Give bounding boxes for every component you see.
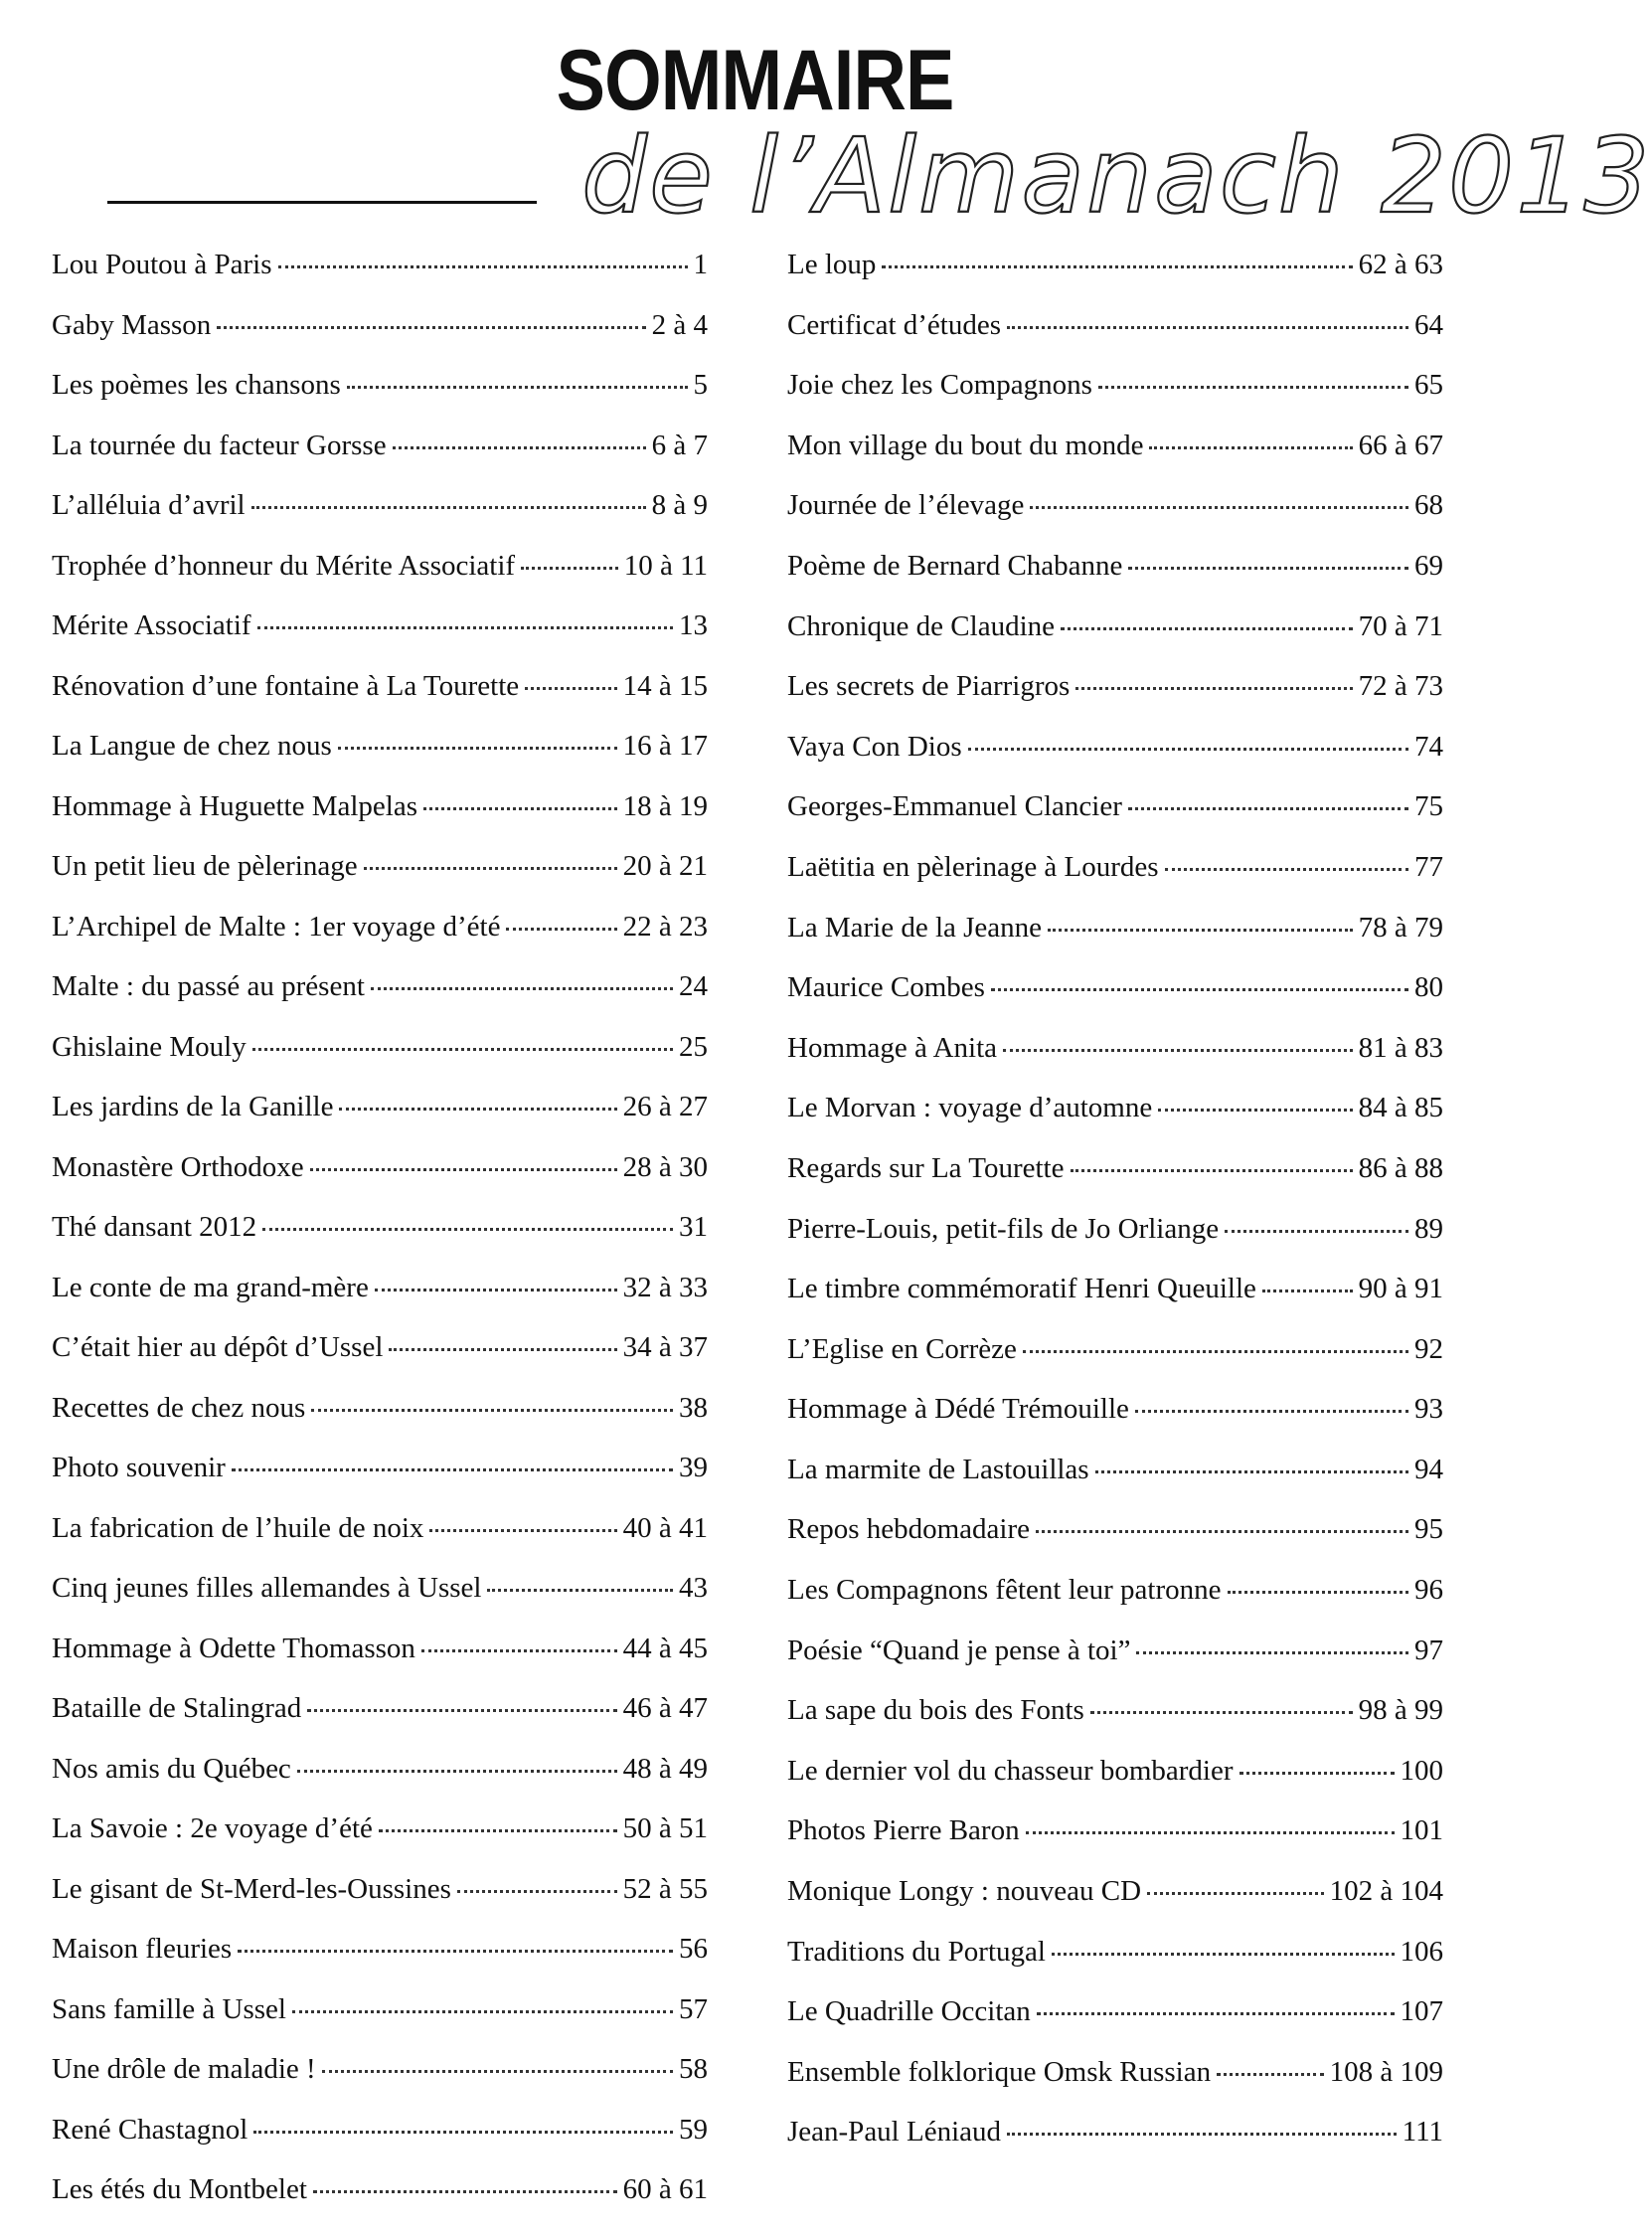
toc-entry-pages: 78 à 79: [1358, 911, 1443, 944]
dot-leader: [238, 1950, 673, 1953]
toc-entry: [52, 1511, 708, 1575]
dot-leader: [429, 1529, 616, 1532]
dot-leader: [292, 2010, 673, 2013]
toc-entry: [52, 1213, 708, 1274]
toc-entry: [787, 1395, 1443, 1456]
toc-entry-title: Le Quadrille Occitan: [787, 1995, 1031, 2028]
toc-entry-title: L’alléluia d’avril: [52, 489, 246, 521]
toc-entry: [787, 491, 1443, 552]
toc-entry-title: Une drôle de maladie !: [52, 2053, 316, 2085]
toc-entry-title: Vaya Con Dios: [787, 730, 962, 763]
toc-entry-title: Joie chez les Compagnons: [787, 369, 1092, 402]
toc-entry: [787, 308, 1443, 372]
toc-entry: [787, 1997, 1443, 2058]
dot-leader: [1262, 1290, 1353, 1292]
toc-entry-pages: 43: [679, 1572, 708, 1604]
dot-leader: [1158, 1109, 1352, 1112]
toc-entry-title: Le dernier vol du chasseur bombardier: [787, 1754, 1234, 1787]
dot-leader: [1071, 1169, 1353, 1172]
toc-entry-title: Pierre-Louis, petit-fils de Jo Orliange: [787, 1212, 1220, 1245]
toc-entry-pages: 93: [1414, 1393, 1443, 1426]
toc-entry-pages: 58: [679, 2053, 708, 2085]
toc-entry-title: Georges-Emmanuel Clancier: [787, 790, 1122, 823]
toc-entry-pages: 108 à 109: [1329, 2055, 1443, 2088]
toc-entry: [52, 910, 708, 973]
toc-entry: [52, 2055, 708, 2116]
toc-entry-title: Jean-Paul Léniaud: [787, 2116, 1002, 2149]
toc-entry: [787, 911, 1443, 974]
toc-entry: [52, 1093, 708, 1153]
dot-leader: [1090, 1711, 1353, 1714]
dot-leader: [262, 1228, 673, 1231]
toc-entry: [787, 1031, 1443, 1095]
toc-entry-title: Le gisant de St-Merd-les-Oussines: [52, 1872, 451, 1905]
toc-entry-title: Les étés du Montbelet: [52, 2173, 307, 2205]
toc-entry: [52, 2113, 708, 2176]
toc-entry-title: La Savoie : 2e voyage d’été: [52, 1812, 373, 1844]
toc-entry-pages: 107: [1400, 1995, 1443, 2028]
toc-entry-title: Hommage à Huguette Malpelas: [52, 789, 418, 822]
toc-entry-pages: 66 à 67: [1358, 429, 1443, 461]
toc-entry-title: Les Compagnons fêtent leur patronne: [787, 1574, 1222, 1607]
toc-entry-pages: 94: [1414, 1453, 1443, 1485]
toc-entry-pages: 69: [1414, 549, 1443, 582]
toc-entry-pages: 77: [1414, 850, 1443, 883]
toc-entry-title: La Marie de la Jeanne: [787, 911, 1043, 944]
toc-entry-title: Hommage à Anita: [787, 1031, 998, 1064]
toc-entry-pages: 2 à 4: [651, 308, 708, 341]
dot-leader: [1007, 326, 1408, 329]
dot-leader: [1048, 929, 1353, 932]
toc-entry-title: Mon village du bout du monde: [787, 429, 1144, 461]
toc-entry-pages: 1: [693, 249, 708, 280]
toc-entry-pages: 10 à 11: [623, 549, 708, 582]
toc-entry-title: Les poèmes les chansons: [52, 369, 341, 401]
toc-entry-pages: 52 à 55: [622, 1872, 708, 1905]
toc-entry-title: Le timbre commémoratif Henri Queuille: [787, 1273, 1256, 1305]
toc-entry-pages: 62 à 63: [1358, 249, 1443, 280]
toc-entry-title: Monique Longy : nouveau CD: [787, 1875, 1142, 1908]
toc-entry-title: Bataille de Stalingrad: [52, 1692, 302, 1724]
dot-leader: [1026, 1831, 1395, 1834]
toc-entry-pages: 95: [1414, 1513, 1443, 1546]
toc-entry-pages: 75: [1414, 790, 1443, 823]
toc-entry: [787, 1275, 1443, 1335]
toc-entry: [52, 1935, 708, 1995]
dot-leader: [1225, 1230, 1408, 1233]
toc-entry-title: La fabrication de l’huile de noix: [52, 1511, 424, 1544]
toc-entry-pages: 38: [679, 1391, 708, 1424]
toc-entry: [52, 1271, 708, 1334]
dot-leader: [506, 928, 616, 931]
toc-entry-pages: 64: [1414, 308, 1443, 341]
toc-entry: [52, 371, 708, 431]
toc-entry-pages: 28 à 30: [622, 1150, 708, 1183]
dot-leader: [1135, 1410, 1408, 1413]
dot-leader: [297, 1770, 617, 1773]
dot-leader: [1147, 1892, 1324, 1895]
dot-leader: [278, 265, 688, 268]
toc-entry: [52, 1574, 708, 1634]
toc-entry: [52, 1634, 708, 1695]
toc-entry-pages: 97: [1414, 1634, 1443, 1666]
dot-leader: [1075, 687, 1352, 690]
toc-entry-title: La tournée du facteur Gorsse: [52, 429, 387, 461]
toc-entry-pages: 8 à 9: [651, 489, 708, 521]
toc-entry-title: Cinq jeunes filles allemandes à Ussel: [52, 1572, 482, 1604]
toc-entry-pages: 72 à 73: [1358, 670, 1443, 703]
toc-entry: [787, 1754, 1443, 1817]
dot-leader: [311, 1409, 673, 1412]
toc-entry-title: La marmite de Lastouillas: [787, 1453, 1089, 1485]
toc-entry: [787, 1816, 1443, 1877]
toc-entry: [787, 672, 1443, 733]
dot-leader: [339, 1108, 616, 1111]
toc-entry-pages: 44 à 45: [622, 1632, 708, 1664]
toc-entry-title: Gaby Masson: [52, 308, 212, 341]
toc-column-left: [52, 251, 708, 2236]
dot-leader: [1003, 1049, 1353, 1052]
dot-leader: [525, 687, 616, 690]
dot-leader: [371, 987, 673, 990]
toc-entry-title: Repos hebdomadaire: [787, 1513, 1031, 1546]
toc-entry-title: Poème de Bernard Chabanne: [787, 549, 1123, 582]
toc-entry-pages: 13: [679, 609, 708, 641]
toc-entry-pages: 68: [1414, 489, 1443, 522]
toc-entry: [52, 1391, 708, 1455]
toc-entry-pages: 5: [693, 369, 708, 401]
toc-entry-title: Poésie “Quand je pense à toi”: [787, 1634, 1131, 1666]
toc-entry-pages: 56: [679, 1933, 708, 1965]
toc-entry: [52, 1872, 708, 1936]
dot-leader: [310, 1168, 617, 1171]
toc-entry-title: C’était hier au dépôt d’Ussel: [52, 1331, 384, 1363]
dot-leader: [1128, 567, 1408, 570]
dot-leader: [347, 386, 688, 389]
toc-entry-title: Maison fleuries: [52, 1933, 233, 1965]
toc-entry-pages: 90 à 91: [1358, 1273, 1443, 1305]
toc-entry-pages: 86 à 88: [1358, 1151, 1443, 1184]
dot-leader: [1217, 2073, 1324, 2076]
dot-leader: [1228, 1591, 1409, 1594]
toc-entry-pages: 111: [1402, 2116, 1443, 2149]
toc-entry-title: L’Archipel de Malte : 1er voyage d’été: [52, 910, 501, 943]
dot-leader: [421, 1649, 617, 1652]
dot-leader: [423, 807, 617, 810]
toc-entry-title: Un petit lieu de pèlerinage: [52, 850, 358, 882]
toc-entry: [787, 1877, 1443, 1938]
toc-entry-pages: 102 à 104: [1329, 1875, 1443, 1908]
toc-entry-title: Journée de l’élevage: [787, 489, 1025, 522]
toc-entry: [52, 852, 708, 913]
toc-entry-pages: 59: [679, 2113, 708, 2146]
toc-entry-title: Hommage à Dédé Trémouille: [787, 1393, 1129, 1426]
toc-entry-pages: 46 à 47: [622, 1692, 708, 1724]
toc-entry-pages: 60 à 61: [622, 2173, 708, 2205]
toc-entry-pages: 14 à 15: [622, 669, 708, 702]
toc-entry-pages: 48 à 49: [622, 1752, 708, 1785]
dot-leader: [375, 1289, 617, 1291]
toc-entry: [52, 1752, 708, 1815]
dot-leader: [1037, 2012, 1395, 2015]
toc-entry-pages: 96: [1414, 1574, 1443, 1607]
dot-leader: [882, 265, 1352, 268]
dot-leader: [364, 867, 617, 870]
page-header: [0, 0, 1652, 239]
toc-entry-pages: 89: [1414, 1212, 1443, 1245]
toc-entry: [787, 609, 1443, 673]
toc-entry: [52, 1992, 708, 2056]
toc-entry: [787, 1094, 1443, 1154]
toc-entry: [52, 1454, 708, 1514]
toc-entry-title: Hommage à Odette Thomasson: [52, 1632, 415, 1664]
toc-entry-title: Certificat d’études: [787, 308, 1001, 341]
toc-entry-pages: 39: [679, 1452, 708, 1483]
toc-entry: [52, 251, 708, 311]
toc-entry-pages: 106: [1400, 1935, 1443, 1968]
toc-entry: [787, 1515, 1443, 1576]
toc-entry-title: La Langue de chez nous: [52, 730, 332, 762]
toc-entry-pages: 20 à 21: [622, 850, 708, 882]
toc-column-right: [787, 251, 1443, 2178]
dot-leader: [257, 626, 673, 629]
dot-leader: [379, 1829, 617, 1832]
toc-entry-pages: 18 à 19: [622, 789, 708, 822]
toc-entry-title: Lou Poutou à Paris: [52, 249, 272, 280]
page-title: SOMMAIRE: [556, 33, 954, 128]
dot-leader: [1052, 1953, 1395, 1956]
toc-entry-title: Les secrets de Piarrigros: [787, 670, 1071, 703]
toc-entry-title: Malte : du passé au présent: [52, 970, 365, 1002]
dot-leader: [217, 326, 645, 329]
dot-leader: [457, 1890, 617, 1893]
toc-entry-pages: 34 à 37: [622, 1331, 708, 1363]
dot-leader: [1023, 1350, 1408, 1353]
toc-entry: [52, 669, 708, 733]
toc-entry-title: Le loup: [787, 249, 877, 280]
toc-entry-title: Trophée d’honneur du Mérite Associatif: [52, 549, 516, 582]
toc-entry: [787, 1935, 1443, 1998]
dot-leader: [968, 748, 1408, 751]
toc-entry-pages: 40 à 41: [622, 1511, 708, 1544]
toc-entry-title: Les jardins de la Ganille: [52, 1091, 334, 1122]
toc-entry-title: L’Eglise en Corrèze: [787, 1332, 1017, 1365]
toc-entry-pages: 100: [1400, 1754, 1443, 1787]
toc-entry-title: Maurice Combes: [787, 971, 985, 1004]
toc-entry: [52, 431, 708, 492]
toc-entry-pages: 81 à 83: [1358, 1031, 1443, 1064]
toc-entry: [52, 1694, 708, 1755]
toc-entry: [787, 1151, 1443, 1215]
dot-leader: [1128, 807, 1408, 810]
toc-entry-title: René Chastagnol: [52, 2113, 248, 2146]
toc-entry-title: Laëtitia en pèlerinage à Lourdes: [787, 850, 1159, 883]
toc-entry: [787, 792, 1443, 853]
toc-entry: [787, 1212, 1443, 1276]
toc-entry: [787, 549, 1443, 612]
dot-leader: [393, 446, 646, 449]
toc-entry: [52, 491, 708, 552]
dot-leader: [253, 2131, 673, 2134]
toc-entry: [52, 611, 708, 672]
toc-entry: [52, 308, 708, 372]
toc-entry-pages: 98 à 99: [1358, 1694, 1443, 1727]
toc-entry: [52, 2175, 708, 2236]
toc-entry-title: Chronique de Claudine: [787, 609, 1056, 642]
toc-entry-pages: 50 à 51: [622, 1812, 708, 1844]
toc-entry-pages: 74: [1414, 730, 1443, 763]
toc-entry-title: Ensemble folklorique Omsk Russian: [787, 2055, 1212, 2088]
dot-leader: [338, 747, 617, 750]
toc-entry-title: Ghislaine Mouly: [52, 1030, 247, 1063]
toc-entry-pages: 31: [679, 1211, 708, 1243]
dot-leader: [252, 1048, 673, 1051]
toc-entry-title: La sape du bois des Fonts: [787, 1694, 1084, 1727]
toc-entry-pages: 70 à 71: [1358, 609, 1443, 642]
dot-leader: [991, 988, 1408, 991]
toc-entry: [787, 431, 1443, 492]
toc-entry: [787, 2055, 1443, 2119]
dot-leader: [1036, 1530, 1408, 1533]
dot-leader: [232, 1468, 673, 1471]
toc-entry-pages: 84 à 85: [1358, 1092, 1443, 1124]
toc-entry-title: Photos Pierre Baron: [787, 1814, 1020, 1847]
dot-leader: [1007, 2133, 1397, 2136]
toc-entry-title: Photo souvenir: [52, 1452, 226, 1483]
toc-entry-pages: 65: [1414, 369, 1443, 402]
toc-entry-pages: 24: [679, 970, 708, 1002]
dot-leader: [389, 1348, 616, 1351]
toc-entry-pages: 26 à 27: [622, 1091, 708, 1122]
dot-leader: [1239, 1772, 1395, 1775]
dot-leader: [307, 1709, 616, 1712]
toc-entry-pages: 92: [1414, 1332, 1443, 1365]
toc-entry-title: Thé dansant 2012: [52, 1211, 257, 1243]
toc-entry-title: Le conte de ma grand-mère: [52, 1271, 369, 1303]
toc-entry-title: Le Morvan : voyage d’automne: [787, 1092, 1153, 1124]
toc-entry-title: Monastère Orthodoxe: [52, 1150, 304, 1183]
dot-leader: [1095, 1470, 1408, 1473]
dot-leader: [1165, 868, 1408, 871]
toc-entry: [52, 1814, 708, 1875]
dot-leader: [1030, 506, 1408, 509]
toc-entry-title: Mérite Associatif: [52, 609, 251, 641]
toc-entry-pages: 80: [1414, 971, 1443, 1004]
toc-entry: [787, 730, 1443, 793]
toc-entry: [787, 973, 1443, 1034]
toc-entry: [52, 789, 708, 853]
toc-entry-pages: 25: [679, 1030, 708, 1063]
toc-entry: [787, 1576, 1443, 1636]
toc-entry: [787, 371, 1443, 431]
dot-leader: [1149, 446, 1352, 449]
toc-entry: [787, 1696, 1443, 1757]
toc-entry-pages: 57: [679, 1992, 708, 2025]
toc-entry-title: Traditions du Portugal: [787, 1935, 1046, 1968]
toc-entry: [787, 2118, 1443, 2178]
dot-leader: [313, 2190, 617, 2193]
page-subtitle: de l’Almanach 2013: [581, 115, 1652, 237]
toc-entry: [52, 972, 708, 1033]
toc-entry-title: Sans famille à Ussel: [52, 1992, 286, 2025]
toc-entry: [787, 850, 1443, 914]
dot-leader: [1136, 1651, 1408, 1654]
toc-entry-title: Nos amis du Québec: [52, 1752, 291, 1785]
toc-entry-pages: 22 à 23: [622, 910, 708, 943]
toc-entry-title: Regards sur La Tourette: [787, 1151, 1065, 1184]
toc-entry: [52, 1150, 708, 1214]
toc-entry-pages: 101: [1400, 1814, 1443, 1847]
toc-entry: [787, 251, 1443, 311]
toc-entry: [787, 1332, 1443, 1396]
dot-leader: [487, 1589, 673, 1592]
toc-entry: [52, 732, 708, 792]
toc-entry: [52, 549, 708, 612]
toc-entry-title: Rénovation d’une fontaine à La Tourette: [52, 669, 520, 702]
toc-entry: [787, 1636, 1443, 1697]
dot-leader: [1098, 386, 1408, 389]
toc-entry-title: Recettes de chez nous: [52, 1391, 306, 1424]
title-rule: [107, 201, 537, 204]
dot-leader: [251, 506, 646, 509]
toc-entry: [787, 1453, 1443, 1516]
toc-entry-pages: 32 à 33: [622, 1271, 708, 1303]
toc-entry: [52, 1030, 708, 1094]
toc-entry-pages: 6 à 7: [651, 429, 708, 461]
toc-entry-pages: 16 à 17: [622, 730, 708, 762]
dot-leader: [1061, 627, 1353, 630]
toc-entry: [52, 1333, 708, 1394]
dot-leader: [521, 567, 618, 570]
dot-leader: [322, 2070, 673, 2073]
